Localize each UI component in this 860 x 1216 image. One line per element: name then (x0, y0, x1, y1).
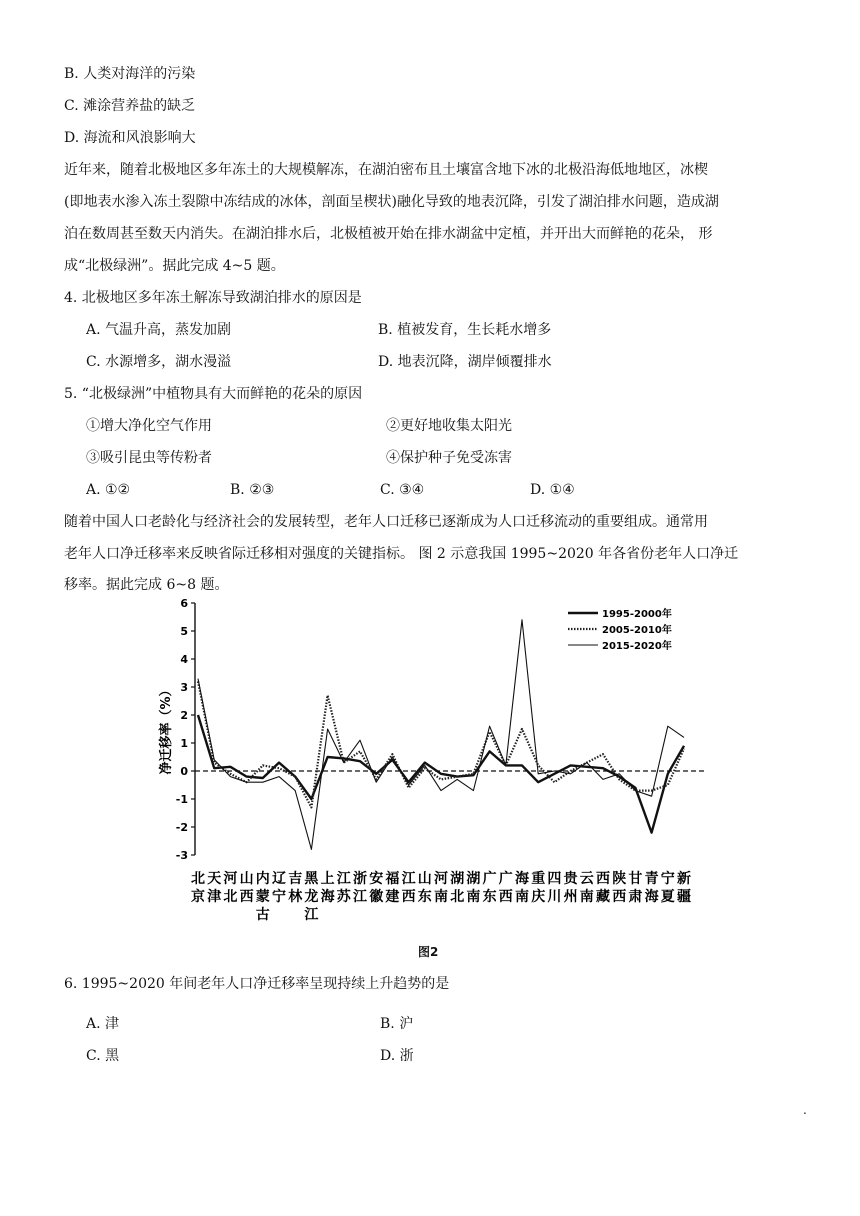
x-category-label: 京 (191, 889, 205, 905)
x-category-label: 津 (207, 889, 222, 905)
x-category-label: 陕 (612, 871, 627, 887)
x-category-label: 肃 (628, 889, 643, 905)
x-category-label: 西 (239, 889, 254, 905)
x-category-label: 吉 (288, 871, 303, 887)
x-category-label: 北 (191, 871, 205, 887)
x-category-label: 东 (417, 889, 432, 905)
q4-option-a: A. 气温升高，蒸发加剧 (86, 322, 232, 338)
legend-label-1: 1995-2000年 (602, 609, 672, 620)
y-tick-label: -2 (175, 821, 188, 834)
x-category-label: 甘 (628, 871, 643, 887)
x-category-label: 藏 (596, 889, 610, 905)
x-category-label: 青 (644, 871, 659, 887)
q5-option-d: D. ①④ (530, 482, 575, 498)
passage1-line2: (即地表水渗入冻土裂隙中冻结成的冰体，剖面呈楔状)融化导致的地表沉降，引发了湖泊排水问题，造成湖 (64, 194, 719, 210)
x-category-label: 海 (644, 889, 659, 905)
q4-option-d: D. 地表沉降，湖岸倾覆排水 (378, 354, 552, 370)
x-category-label: 宁 (660, 871, 675, 887)
legend-label-2: 2005-2010年 (602, 625, 672, 636)
x-category-label: 西 (401, 889, 416, 905)
legend-label-3: 2015-2020年 (602, 641, 672, 652)
passage2-line1: 随着中国人口老龄化与经济社会的发展转型，老年人口迁移已逐渐成为人口迁移流动的重要组成。通常用 (64, 514, 708, 530)
x-category-label: 江 (304, 907, 319, 923)
x-category-label: 建 (385, 889, 400, 905)
q6-option-d: D. 浙 (380, 1048, 414, 1064)
q4-option-c: C. 水源增多，湖水漫溢 (86, 354, 232, 370)
series-line-2 (198, 681, 684, 807)
y-tick-label: 5 (180, 625, 188, 638)
footer-dot: . (803, 1103, 807, 1117)
q6-option-b: B. 沪 (380, 1016, 414, 1032)
x-category-label: 河 (434, 871, 448, 887)
x-category-label: 州 (563, 889, 578, 905)
x-category-label: 川 (547, 889, 562, 905)
y-tick-label: 2 (180, 709, 188, 722)
x-category-label: 海 (320, 889, 335, 905)
passage1-line3: 泊在数周甚至数天内消失。在湖泊排水后，北极植被开始在排水湖盆中定植，并开出大而鲜艳的花朵， 形 (64, 226, 713, 242)
x-category-label: 西 (596, 871, 610, 887)
passage1-line4: 成“北极绿洲”。据此完成 4~5 题。 (64, 258, 285, 274)
y-tick-label: -1 (175, 793, 188, 806)
q5-statement-3: ③吸引昆虫等传粉者 (86, 450, 212, 466)
q4-option-b: B. 植被发育，生长耗水增多 (378, 322, 552, 338)
x-category-label: 云 (579, 871, 594, 887)
q6-option-a: A. 津 (86, 1016, 120, 1032)
x-category-label: 北 (450, 889, 465, 905)
x-category-label: 苏 (336, 889, 351, 905)
q6-option-c: C. 黑 (86, 1048, 120, 1064)
y-tick-label: 4 (180, 653, 188, 666)
x-category-label: 四 (547, 871, 562, 887)
x-category-label: 江 (401, 871, 416, 887)
x-category-label: 湖 (466, 871, 481, 887)
x-category-label: 疆 (677, 889, 691, 905)
x-category-label: 内 (255, 871, 270, 887)
q6-stem: 6. 1995~2020 年间老年人口净迁移率呈现持续上升趋势的是 (64, 976, 450, 992)
q4-stem: 4. 北极地区多年冻土解冻导致湖泊排水的原因是 (64, 290, 362, 306)
x-category-label: 江 (353, 889, 367, 905)
x-category-label: 南 (515, 889, 529, 905)
q5-option-b: B. ②③ (230, 482, 275, 498)
x-category-label: 南 (434, 889, 448, 905)
passage2-line2: 老年人口净迁移率来反映省际迁移相对强度的关键指标。 图 2 示意我国 1995~2020 年各省份老年人口净迁 (64, 546, 739, 562)
y-tick-label: 1 (180, 737, 188, 750)
x-category-label: 西 (498, 889, 513, 905)
q3-option-c: C. 滩涂营养盐的缺乏 (64, 98, 196, 114)
x-category-label: 新 (677, 871, 691, 887)
q3-option-b: B. 人类对海洋的污染 (64, 66, 196, 82)
x-category-label: 龙 (304, 889, 319, 905)
x-category-label: 夏 (660, 889, 675, 905)
x-category-label: 宁 (272, 889, 286, 905)
x-category-label: 林 (288, 889, 303, 905)
x-category-label: 西 (612, 889, 627, 905)
q3-option-d: D. 海流和风浪影响大 (64, 130, 196, 146)
x-category-label: 北 (223, 889, 238, 905)
y-tick-label: 6 (180, 597, 188, 610)
y-tick-label: -3 (175, 849, 188, 862)
x-category-label: 南 (466, 889, 481, 905)
x-category-label: 福 (385, 871, 400, 887)
x-category-label: 庆 (531, 889, 546, 905)
y-axis-title: 净迁移率（%） (159, 683, 174, 775)
x-category-label: 江 (336, 871, 351, 887)
x-category-label: 辽 (272, 871, 286, 887)
passage2-line3: 移率。据此完成 6~8 题。 (64, 577, 229, 593)
x-category-label: 安 (369, 871, 384, 887)
q5-statement-1: ①增大净化空气作用 (86, 418, 212, 434)
x-category-label: 贵 (563, 871, 578, 887)
x-category-label: 山 (239, 871, 254, 887)
x-category-label: 海 (515, 871, 529, 887)
x-category-label: 东 (482, 889, 497, 905)
figure-caption: 图2 (418, 945, 439, 959)
q5-option-c: C. ③④ (380, 482, 425, 498)
x-category-label: 古 (255, 907, 270, 923)
series-line-3 (198, 620, 684, 850)
x-category-label: 蒙 (255, 889, 270, 905)
q5-stem: 5. “北极绿洲”中植物具有大而鲜艳的花朵的原因 (64, 386, 363, 402)
y-tick-label: 0 (180, 765, 188, 778)
series-line-1 (198, 715, 684, 833)
x-category-label: 黑 (304, 871, 319, 887)
q5-option-a: A. ①② (86, 482, 131, 498)
passage1-line1: 近年来，随着北极地区多年冻土的大规模解冻，在湖泊密布且土壤富含地下冰的北极沿海低地地区，冰楔 (64, 162, 708, 178)
q5-statement-2: ②更好地收集太阳光 (386, 418, 512, 434)
x-category-label: 湖 (450, 871, 465, 887)
x-category-label: 重 (531, 871, 546, 887)
x-category-label: 山 (417, 871, 432, 887)
x-category-label: 广 (482, 871, 497, 887)
migration-rate-chart (150, 595, 720, 933)
x-category-label: 河 (223, 871, 238, 887)
x-category-label: 上 (320, 871, 335, 887)
x-category-label: 南 (579, 889, 594, 905)
y-tick-label: 3 (180, 681, 188, 694)
x-category-label: 广 (498, 871, 513, 887)
q5-statement-4: ④保护种子免受冻害 (386, 450, 512, 466)
x-category-label: 徽 (369, 889, 384, 905)
x-category-label: 浙 (353, 871, 367, 887)
x-category-label: 天 (207, 871, 222, 887)
